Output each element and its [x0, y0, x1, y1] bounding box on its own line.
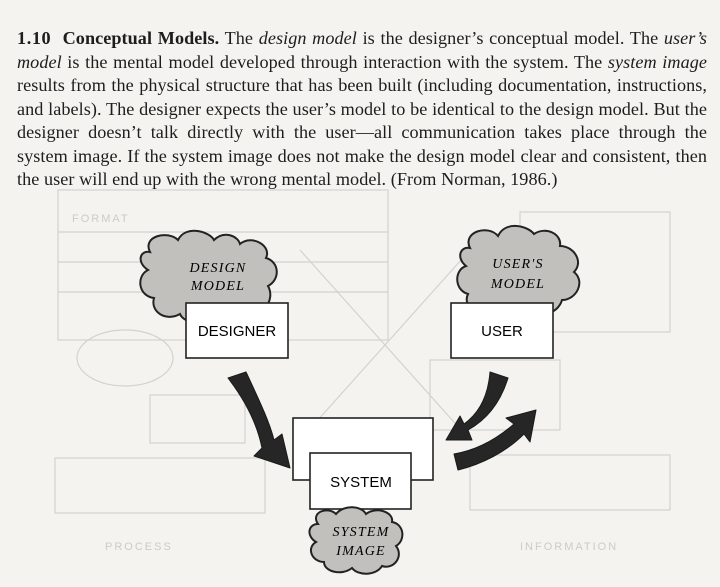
system-image-label-line2: IMAGE — [336, 544, 386, 559]
caption-text-run: is the mental model developed through interaction with the system. The — [61, 51, 608, 72]
caption-italic-term: design model — [258, 28, 357, 49]
system-box — [310, 453, 411, 509]
users-model-label-line1: USER'S — [492, 257, 544, 272]
caption-italic-term: user’s model — [17, 28, 707, 72]
user-box — [451, 303, 553, 358]
caption-italic-term: system image — [607, 51, 707, 72]
caption-text-run: The — [219, 28, 259, 49]
design-model-label-line2: MODEL — [190, 279, 246, 294]
users-model-label-line2: MODEL — [490, 277, 546, 292]
designer-box — [186, 303, 288, 358]
system-label: SYSTEM — [330, 474, 392, 491]
system-image-cloud — [309, 507, 402, 574]
user-label: USER — [481, 323, 523, 340]
designer-label: DESIGNER — [197, 323, 277, 340]
caption-text-run: results from the physical structure that has been built (including documentation, instructions, and labels). The designer expects the user’s model to be identical to the design model. But the designer doesn’t talk directly with the user—all communication takes place through the system image. If the system image does not make the design model clear and consistent, then the user will end up with the wrong mental model. (From Norman, 1986.) — [17, 75, 707, 190]
designer-to-system-arrow — [228, 372, 290, 468]
figure-number: 1.10 — [17, 28, 52, 49]
svg-text:INFORMATION: INFORMATION — [520, 541, 619, 553]
svg-text:FORMAT: FORMAT — [72, 213, 130, 225]
caption-text-run: is the designer’s conceptual model. The — [356, 28, 664, 49]
design-model-label-line1: DESIGN — [189, 261, 247, 276]
svg-text:PROCESS: PROCESS — [105, 541, 173, 553]
system-image-label-line1: SYSTEM — [332, 525, 390, 540]
figure-title: Conceptual Models. — [62, 28, 220, 49]
